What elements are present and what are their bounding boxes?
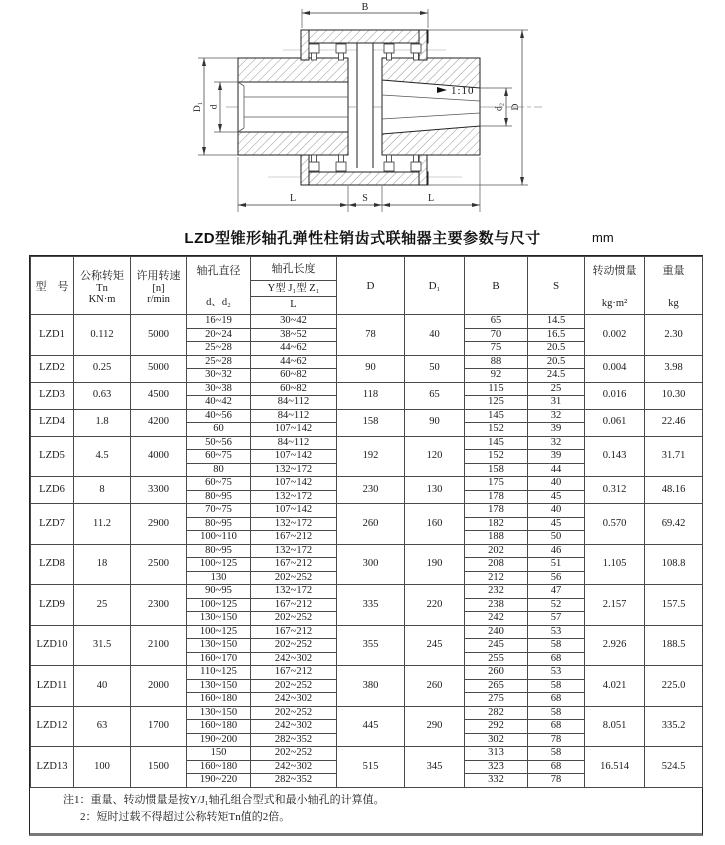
cell-torque: 4.5 [74,436,131,477]
cell-B: 145 [465,409,528,423]
cell-bore-diameter: 60 [187,423,251,437]
cell-weight: 524.5 [645,747,703,788]
center-spacer [357,43,373,168]
cell-B: 242 [465,612,528,626]
cell-D1: 130 [405,477,465,504]
cell-weight: 22.46 [645,409,703,436]
table-row [31,355,703,369]
cell-D: 118 [337,382,405,409]
cell-S: 46 [528,544,585,558]
cell-D1: 245 [405,625,465,666]
cell-weight: 10.30 [645,382,703,409]
cell-bore-length: 167~212 [251,531,337,545]
bore-length-types: Y型 J₁型 Z₁ [251,281,336,297]
cell-bore-diameter: 80 [187,463,251,477]
cell-bore-diameter: 80~95 [187,544,251,558]
cell-bore-length: 60~82 [251,369,337,383]
title-row [0,227,725,249]
bore-length-symbol: L [290,299,297,310]
cell-model: LZD5 [31,436,74,477]
cell-B: 323 [465,760,528,774]
cell-S: 25 [528,382,585,396]
cell-bore-length: 132~172 [251,544,337,558]
cell-D1: 220 [405,585,465,626]
cell-model: LZD8 [31,544,74,585]
dim-label-d2: d₂ [494,102,505,112]
cell-bore-diameter: 130~150 [187,639,251,653]
dim-label-L-left: L [289,193,297,204]
table-row [31,315,703,329]
cell-bore-length: 242~302 [251,760,337,774]
cell-B: 178 [465,504,528,518]
cell-S: 45 [528,490,585,504]
cell-model: LZD2 [31,355,74,382]
cell-B: 275 [465,693,528,707]
torque-unit: KN·m [88,293,116,305]
cell-bore-length: 167~212 [251,666,337,680]
cell-bore-length: 282~352 [251,774,337,788]
col-header-speed [131,257,187,315]
cell-D1: 40 [405,315,465,356]
cell-bore-diameter: 40~56 [187,409,251,423]
cell-model: LZD9 [31,585,74,626]
cell-B: 260 [465,666,528,680]
cell-bore-length: 202~252 [251,612,337,626]
cell-D: 335 [337,585,405,626]
cell-bore-length: 132~172 [251,585,337,599]
speed-unit: r/min [147,293,170,305]
cell-D1: 160 [405,504,465,545]
cell-S: 31 [528,396,585,410]
cell-inertia: 0.061 [585,409,645,436]
cell-S: 20.5 [528,342,585,356]
cell-speed: 5000 [131,355,187,382]
cell-D: 230 [337,477,405,504]
cell-B: 152 [465,423,528,437]
cell-D1: 120 [405,436,465,477]
cell-weight: 31.71 [645,436,703,477]
cell-S: 57 [528,612,585,626]
header-row [31,257,703,315]
cell-weight: 3.98 [645,355,703,382]
cell-inertia: 0.016 [585,382,645,409]
bore-length-name: 轴孔长度 [251,258,336,281]
cell-B: 182 [465,517,528,531]
speed-name: 许用转速 [136,269,181,282]
cell-B: 212 [465,571,528,585]
cell-B: 208 [465,558,528,572]
cell-D1: 90 [405,409,465,436]
cell-D: 380 [337,666,405,707]
cell-bore-diameter: 50~56 [187,436,251,450]
cell-bore-diameter: 100~110 [187,531,251,545]
col-header-bore-length [251,257,337,315]
dim-label-S: S [362,193,368,204]
cell-S: 68 [528,760,585,774]
cell-bore-diameter: 130~150 [187,612,251,626]
cell-B: 65 [465,315,528,329]
cell-S: 39 [528,450,585,464]
cell-inertia: 0.004 [585,355,645,382]
cell-bore-diameter: 130~150 [187,706,251,720]
cell-torque: 0.25 [74,355,131,382]
cell-inertia: 0.312 [585,477,645,504]
cell-B: 175 [465,477,528,491]
cell-model: LZD12 [31,706,74,747]
cell-bore-diameter: 100~125 [187,558,251,572]
cell-B: 332 [465,774,528,788]
cell-bore-diameter: 160~180 [187,720,251,734]
cell-bore-diameter: 190~220 [187,774,251,788]
cell-bore-diameter: 30~32 [187,369,251,383]
cell-bore-length: 60~82 [251,382,337,396]
cell-speed: 1500 [131,747,187,788]
cell-bore-length: 107~142 [251,450,337,464]
cell-torque: 40 [74,666,131,707]
cell-D1: 260 [405,666,465,707]
cell-S: 68 [528,693,585,707]
col-header-inertia [585,257,645,315]
cell-torque: 8 [74,477,131,504]
cell-bore-diameter: 190~200 [187,733,251,747]
coupling-section-view [0,0,725,228]
col-header-B: B [465,257,528,315]
cell-B: 178 [465,490,528,504]
cell-B: 302 [465,733,528,747]
cell-model: LZD3 [31,382,74,409]
table-row [31,409,703,423]
cell-B: 265 [465,679,528,693]
right-hub [382,58,480,155]
cell-S: 53 [528,666,585,680]
cell-bore-diameter: 80~95 [187,517,251,531]
cell-B: 188 [465,531,528,545]
cell-bore-diameter: 25~28 [187,355,251,369]
cell-torque: 1.8 [74,409,131,436]
cell-B: 240 [465,625,528,639]
taper-label: 1:10 [451,85,475,97]
cell-weight: 48.16 [645,477,703,504]
cell-speed: 2300 [131,585,187,626]
table-row [31,436,703,450]
cell-S: 51 [528,558,585,572]
cell-speed: 2000 [131,666,187,707]
cell-inertia: 0.002 [585,315,645,356]
table-row [31,544,703,558]
weight-unit: kg [668,298,679,309]
cell-speed: 2900 [131,504,187,545]
table-row [31,625,703,639]
note-2: 2：短时过载不得超过公称转矩Tn值的2倍。 [80,810,291,823]
dim-label-D1: D₁ [193,101,203,113]
cell-bore-length: 282~352 [251,733,337,747]
cell-bore-diameter: 100~125 [187,625,251,639]
dim-label-L-right: L [427,193,435,204]
cell-D: 355 [337,625,405,666]
cell-weight: 108.8 [645,544,703,585]
cell-bore-diameter: 80~95 [187,490,251,504]
cell-S: 58 [528,679,585,693]
cell-bore-length: 84~112 [251,396,337,410]
cell-bore-length: 132~172 [251,517,337,531]
cell-bore-length: 202~252 [251,747,337,761]
cell-D: 192 [337,436,405,477]
cell-B: 313 [465,747,528,761]
table-notes [30,788,702,833]
cell-bore-length: 167~212 [251,558,337,572]
cell-B: 158 [465,463,528,477]
cell-model: LZD10 [31,625,74,666]
cell-model: LZD11 [31,666,74,707]
col-header-D: D [337,257,405,315]
cell-torque: 31.5 [74,625,131,666]
cell-B: 115 [465,382,528,396]
bore-diameter-name: 轴孔直径 [196,265,241,277]
cell-inertia: 2.926 [585,625,645,666]
spec-table [29,255,703,836]
cell-weight: 157.5 [645,585,703,626]
inertia-unit: kg·m² [601,298,628,309]
cell-speed: 4200 [131,409,187,436]
cell-S: 53 [528,625,585,639]
dim-label-D: D [511,103,521,111]
cell-bore-length: 202~252 [251,571,337,585]
col-header-model: 型 号 [31,257,74,315]
speed-symbol: [n] [152,282,165,294]
spec-table-grid [30,256,703,788]
cell-bore-diameter: 160~180 [187,760,251,774]
table-row [31,666,703,680]
dim-label-d: d [209,104,220,110]
torque-symbol: Tn [96,282,108,294]
cell-S: 52 [528,598,585,612]
cell-S: 58 [528,639,585,653]
cell-bore-length: 30~42 [251,315,337,329]
cell-D: 260 [337,504,405,545]
cell-D: 158 [337,409,405,436]
cell-bore-length: 132~172 [251,463,337,477]
cell-B: 75 [465,342,528,356]
cell-speed: 4000 [131,436,187,477]
cell-S: 78 [528,733,585,747]
col-header-S: S [528,257,585,315]
cell-bore-length: 202~252 [251,706,337,720]
cell-bore-length: 242~302 [251,652,337,666]
inertia-name: 转动惯量 [592,265,637,277]
cell-S: 40 [528,477,585,491]
table-row [31,504,703,518]
cell-bore-length: 132~172 [251,490,337,504]
cell-model: LZD6 [31,477,74,504]
cell-model: LZD4 [31,409,74,436]
table-row [31,747,703,761]
cell-D1: 50 [405,355,465,382]
cell-inertia: 16.514 [585,747,645,788]
cell-inertia: 4.021 [585,666,645,707]
cell-bore-length: 167~212 [251,625,337,639]
cell-bore-diameter: 110~125 [187,666,251,680]
cell-D: 78 [337,315,405,356]
cell-B: 92 [465,369,528,383]
cell-weight: 188.5 [645,625,703,666]
cell-S: 68 [528,652,585,666]
cell-weight: 69.42 [645,504,703,545]
cell-B: 232 [465,585,528,599]
cell-weight: 2.30 [645,315,703,356]
cell-torque: 100 [74,747,131,788]
dim-label-B: B [361,2,369,13]
cell-bore-length: 167~212 [251,598,337,612]
cell-torque: 18 [74,544,131,585]
cell-S: 56 [528,571,585,585]
cell-S: 47 [528,585,585,599]
cell-S: 45 [528,517,585,531]
cell-B: 125 [465,396,528,410]
cell-bore-length: 84~112 [251,409,337,423]
cell-model: LZD7 [31,504,74,545]
cell-bore-length: 242~302 [251,693,337,707]
left-hub [238,58,348,155]
cell-S: 50 [528,531,585,545]
cell-B: 245 [465,639,528,653]
table-row [31,477,703,491]
cell-B: 238 [465,598,528,612]
bore-diameter-symbol: d、d₂ [206,297,231,308]
cell-bore-diameter: 60~75 [187,477,251,491]
cell-torque: 0.112 [74,315,131,356]
cell-speed: 3300 [131,477,187,504]
cell-S: 14.5 [528,315,585,329]
cell-D: 445 [337,706,405,747]
table-row [31,382,703,396]
cell-S: 20.5 [528,355,585,369]
cell-B: 145 [465,436,528,450]
cell-S: 32 [528,409,585,423]
cell-B: 88 [465,355,528,369]
cell-bore-length: 44~62 [251,355,337,369]
cell-inertia: 2.157 [585,585,645,626]
cell-B: 255 [465,652,528,666]
cell-bore-length: 107~142 [251,504,337,518]
cell-B: 282 [465,706,528,720]
cell-model: LZD13 [31,747,74,788]
cell-S: 39 [528,423,585,437]
cell-torque: 63 [74,706,131,747]
cell-S: 44 [528,463,585,477]
cell-bore-diameter: 150 [187,747,251,761]
cell-bore-diameter: 130 [187,571,251,585]
cell-weight: 335.2 [645,706,703,747]
cell-D1: 65 [405,382,465,409]
cell-inertia: 0.570 [585,504,645,545]
cell-B: 70 [465,328,528,342]
cell-bore-diameter: 70~75 [187,504,251,518]
cell-S: 16.5 [528,328,585,342]
col-header-torque [74,257,131,315]
cell-S: 78 [528,774,585,788]
weight-name: 重量 [662,265,685,277]
cell-bore-diameter: 100~125 [187,598,251,612]
cell-S: 32 [528,436,585,450]
cell-bore-diameter: 60~75 [187,450,251,464]
cell-bore-length: 107~142 [251,423,337,437]
page-title: LZD型锥形轴孔弹性柱销齿式联轴器主要参数与尺寸 [184,230,541,247]
cell-torque: 11.2 [74,504,131,545]
cell-torque: 0.63 [74,382,131,409]
cell-inertia: 8.051 [585,706,645,747]
col-header-bore-diameter [187,257,251,315]
cell-S: 58 [528,747,585,761]
cell-bore-diameter: 160~180 [187,693,251,707]
cell-inertia: 1.105 [585,544,645,585]
unit-label: mm [592,230,614,245]
cell-B: 292 [465,720,528,734]
cell-B: 202 [465,544,528,558]
cell-D1: 190 [405,544,465,585]
cell-S: 40 [528,504,585,518]
cell-bore-length: 84~112 [251,436,337,450]
table-row [31,706,703,720]
cell-S: 24.5 [528,369,585,383]
cell-speed: 1700 [131,706,187,747]
cell-bore-diameter: 20~24 [187,328,251,342]
cell-D: 300 [337,544,405,585]
cell-bore-diameter: 90~95 [187,585,251,599]
table-row [31,585,703,599]
cell-bore-diameter: 160~170 [187,652,251,666]
cell-bore-length: 202~252 [251,639,337,653]
technical-drawing [0,0,725,233]
cell-D: 90 [337,355,405,382]
cell-bore-length: 242~302 [251,720,337,734]
note-1: 注1：重量、转动惯量是按Y/J₁轴孔组合型式和最小轴孔的计算值。 [63,793,385,806]
col-header-weight [645,257,703,315]
cell-D1: 290 [405,706,465,747]
cell-bore-diameter: 16~19 [187,315,251,329]
cell-bore-length: 44~62 [251,342,337,356]
cell-S: 58 [528,706,585,720]
torque-name: 公称转矩 [80,269,124,282]
cell-bore-length: 202~252 [251,679,337,693]
cell-bore-length: 38~52 [251,328,337,342]
cell-B: 152 [465,450,528,464]
cell-speed: 4500 [131,382,187,409]
col-header-D1: D₁ [405,257,465,315]
cell-inertia: 0.143 [585,436,645,477]
cell-speed: 2500 [131,544,187,585]
cell-bore-diameter: 25~28 [187,342,251,356]
cell-speed: 2100 [131,625,187,666]
cell-speed: 5000 [131,315,187,356]
cell-bore-length: 107~142 [251,477,337,491]
cell-bore-diameter: 40~42 [187,396,251,410]
cell-bore-diameter: 30~38 [187,382,251,396]
cell-D: 515 [337,747,405,788]
spec-table-body [31,315,703,788]
cell-D1: 345 [405,747,465,788]
cell-S: 68 [528,720,585,734]
cell-torque: 25 [74,585,131,626]
cell-model: LZD1 [31,315,74,356]
cell-weight: 225.0 [645,666,703,707]
cell-bore-diameter: 130~150 [187,679,251,693]
